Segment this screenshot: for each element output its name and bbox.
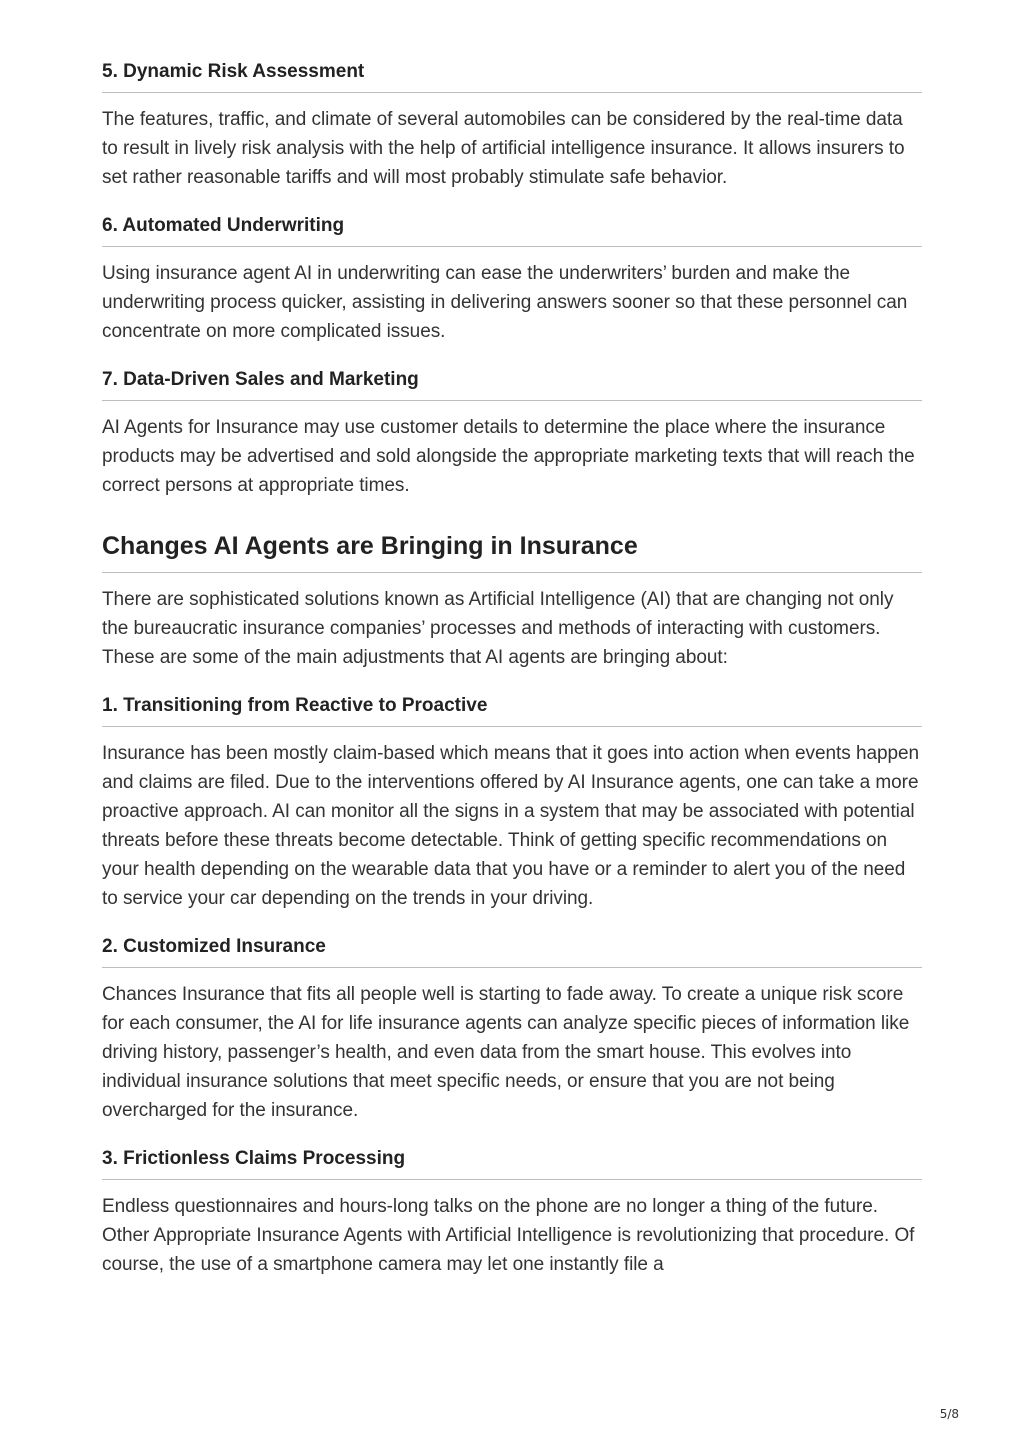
section-text-frictionless-claims: Endless questionnaires and hours-long talks on the phone are no longer a thing of the future. Other Appropriate Insurance Agents with Artificial Intelligence is revolutionizing that procedure. Of course, the use of a smartphone camera may let one instantly file a [102,1196,915,1275]
section-text-customized-insurance: Chances Insurance that fits all people well is starting to fade away. To create a unique risk score for each consumer, the AI for life insurance agents can analyze specific pieces of information like driving history, passenger’s health, and even data from the smart house. This evolves into individual insurance solutions that meet specific needs, or ensure that you are not being overcharged for the insurance. [102,984,910,1121]
section-heading-automated-underwriting: 6. Automated Underwriting [102,214,922,247]
section-heading-reactive-to-proactive: 1. Transitioning from Reactive to Proactive [102,694,922,727]
section-text-data-driven-sales: AI Agents for Insurance may use customer details to determine the place where the insurance products may be advertised and sold alongside the appropriate marketing texts that will reach the correct persons at appropriate times. [102,417,915,496]
section-text-dynamic-risk: The features, traffic, and climate of several automobiles can be considered by the real-time data to result in lively risk analysis with the help of artificial intelligence insurance. It allows insurers to set rather reasonable tariffs and will most probably stimulate safe behavior. [102,109,905,188]
section-heading-data-driven-sales: 7. Data-Driven Sales and Marketing [102,368,922,401]
section-text-reactive-to-proactive: Insurance has been mostly claim-based which means that it goes into action when events happen and claims are filed. Due to the interventions offered by AI Insurance agents, one can take a more proactive approach. AI can monitor all the signs in a system that may be associated with potential threats before these threats become detectable. Think of getting specific recommendations on your health depending on the wearable data that you have or a reminder to alert you of the need to service your car depending on the trends in your driving. [102,743,920,909]
section-heading-frictionless-claims: 3. Frictionless Claims Processing [102,1147,922,1180]
section-text-automated-underwriting: Using insurance agent AI in underwriting can ease the underwriters’ burden and make the underwriting process quicker, assisting in delivering answers sooner so that these personnel can concentrate on more complicated issues. [102,263,908,342]
changes-heading: Changes AI Agents are Bringing in Insurance [102,530,922,573]
changes-intro: There are sophisticated solutions known as Artificial Intelligence (AI) that are changing not only the bureaucratic insurance companies’ processes and methods of interacting with customers. These are some of the main adjustments that AI agents are bringing about: [102,589,894,668]
page-number: 5/8 [939,1407,959,1421]
section-heading-dynamic-risk: 5. Dynamic Risk Assessment [102,60,922,93]
section-heading-customized-insurance: 2. Customized Insurance [102,935,922,968]
document-page [102,60,922,1279]
